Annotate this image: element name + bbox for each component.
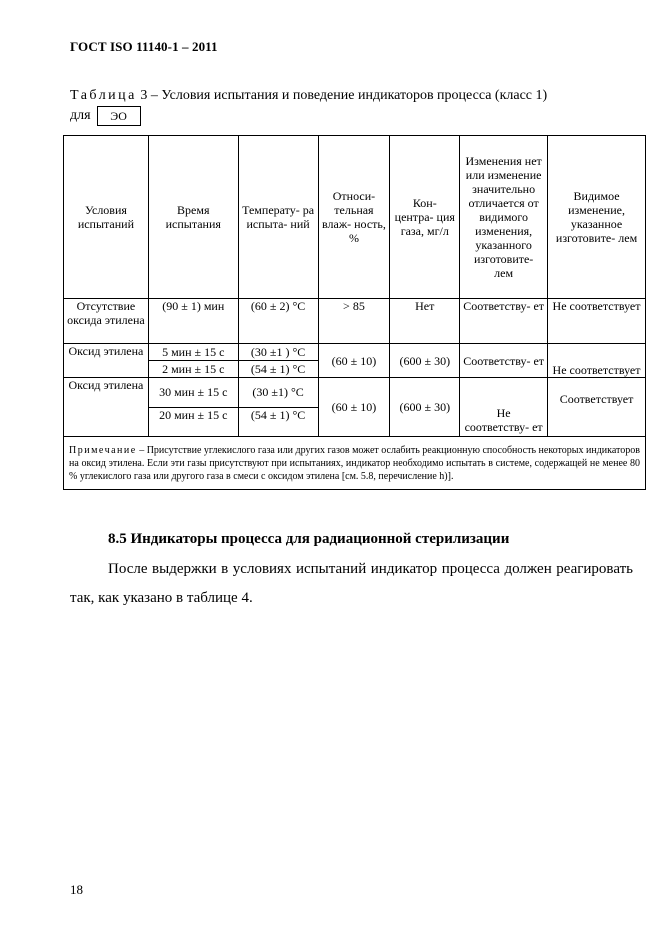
col-header-time: Время испытания — [148, 136, 238, 299]
cell-temp: (30 ±1 ) °С — [238, 344, 318, 361]
table-row — [64, 344, 646, 361]
cell-visible-change: Не соответствует — [548, 344, 646, 378]
table-note-row — [64, 437, 646, 490]
cell-temp: (60 ± 2) °С — [238, 299, 318, 344]
document-header: ГОСТ ISO 11140-1 – 2011 — [70, 39, 218, 54]
col-header-conditions: Условия испытаний — [64, 136, 149, 299]
cell-no-change: Соответству- ет — [460, 299, 548, 344]
cell-temp: (54 ± 1) °С — [238, 361, 318, 378]
cell-humidity: (60 ± 10) — [318, 344, 390, 378]
cell-time: 20 мин ± 15 с — [148, 407, 238, 437]
cell-concentration: (600 ± 30) — [390, 344, 460, 378]
cell-condition: Отсутствие оксида этилена — [64, 299, 149, 344]
page-number: 18 — [70, 882, 83, 897]
cell-humidity: (60 ± 10) — [318, 378, 390, 437]
cell-time: 30 мин ± 15 с — [148, 378, 238, 408]
cell-temp: (30 ±1) °С — [238, 378, 318, 408]
table-header-row — [64, 136, 646, 299]
table-row — [64, 299, 646, 344]
cell-concentration: (600 ± 30) — [390, 378, 460, 437]
col-header-temperature: Температу- ра испыта- ний — [238, 136, 318, 299]
cell-time: 5 мин ± 15 с — [148, 344, 238, 361]
cell-concentration: Нет — [390, 299, 460, 344]
table-caption-prefix: для — [70, 108, 91, 124]
table-caption-label: Таблица — [70, 88, 137, 103]
cell-condition: Оксид этилена — [64, 344, 149, 378]
table-note — [64, 437, 646, 490]
section-title: 8.5 Индикаторы процесса для радиационной стерилизации — [108, 531, 510, 547]
cell-visible-change: Соответствует — [548, 378, 646, 437]
col-header-visible-change: Видимое изменение, указанное изготовите- лем — [548, 136, 646, 299]
note-text: – Присутствие углекислого газа или других газов может ослабить реакционную способность некоторых индикаторов на оксид этилена. Если эти газы присутствуют при испытаниях, индикатор необходимо испытать в системе, содержащей не менее 80 % углекислого газа или другого газа в смеси с оксидом этилена [см. 5.8, перечисление h)]. — [69, 444, 640, 482]
cell-time: (90 ± 1) мин — [148, 299, 238, 344]
note-label: Примечание — [69, 444, 137, 456]
sterilant-box: ЭО — [97, 106, 141, 126]
col-header-concentration: Кон- центра- ция газа, мг/л — [390, 136, 460, 299]
table-caption-text: 3 – Условия испытания и поведение индикаторов процесса (класс 1) — [140, 88, 548, 103]
cell-no-change: Не соответству- ет — [460, 378, 548, 437]
cell-time: 2 мин ± 15 с — [148, 361, 238, 378]
cell-temp: (54 ± 1) °С — [238, 407, 318, 437]
cell-condition: Оксид этилена — [64, 378, 149, 437]
section-paragraph: После выдержки в условиях испытаний индикатор процесса должен реагировать так, как указано в таблице 4. — [70, 561, 633, 606]
test-conditions-table — [63, 135, 646, 490]
table-caption — [70, 87, 630, 126]
cell-visible-change: Не соответствует — [548, 299, 646, 344]
col-header-no-change: Изменения нет или изменение значительно отличается от видимого изменения, указанного изготовите- лем — [460, 136, 548, 299]
table-row — [64, 378, 646, 408]
cell-no-change: Соответству- ет — [460, 344, 548, 378]
cell-humidity: > 85 — [318, 299, 390, 344]
col-header-humidity: Относи- тельная влаж- ность, % — [318, 136, 390, 299]
table-caption-line2 — [70, 106, 630, 126]
